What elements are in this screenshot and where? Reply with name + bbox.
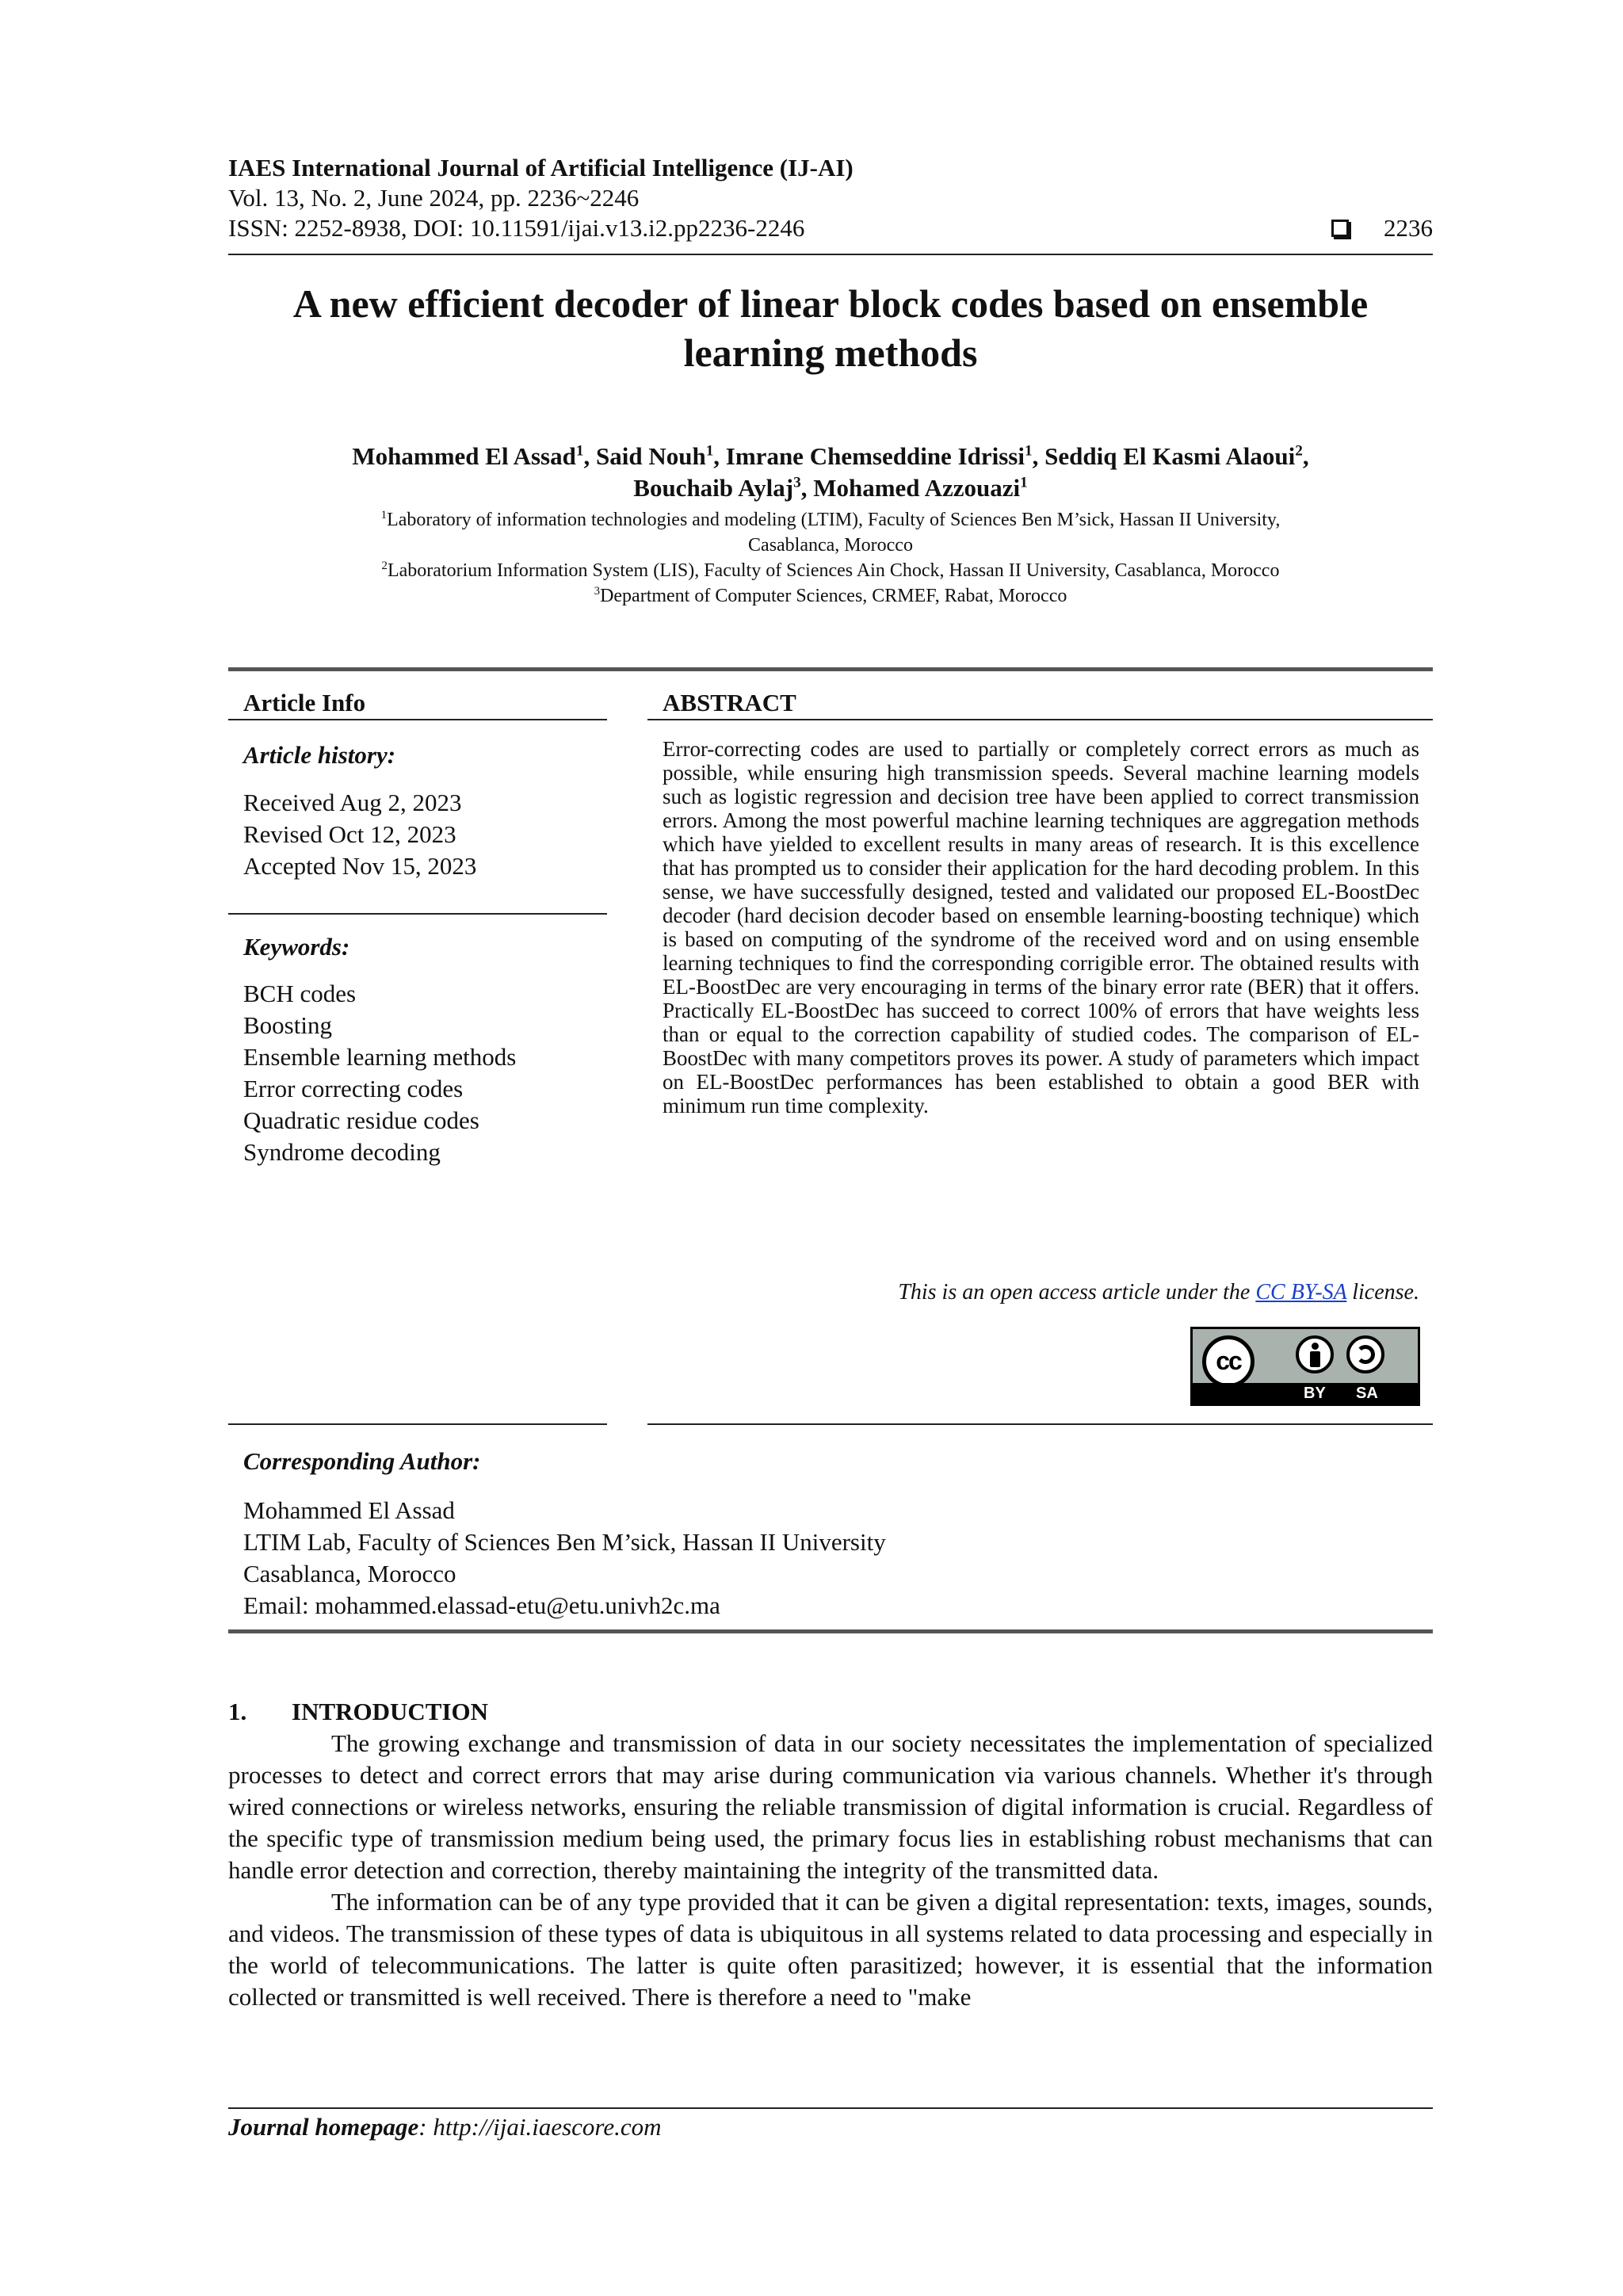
header-rule [228, 254, 1433, 255]
author-line-1 [228, 441, 1433, 472]
keywords-heading: Keywords: [243, 933, 350, 961]
attribution-icon [1296, 1335, 1334, 1373]
corresponding-author-name: Mohammed El Assad [243, 1496, 455, 1524]
corresponding-author-details [243, 1495, 886, 1622]
received-date: Received Aug 2, 2023 [243, 789, 462, 816]
page-number: 2236 [1384, 214, 1433, 242]
cc-by-sa-badge [1190, 1327, 1420, 1406]
author-name: Mohamed Azzouazi [813, 474, 1021, 502]
corresponding-author-heading: Corresponding Author: [243, 1447, 481, 1475]
author-line-2 [228, 472, 1433, 504]
keyword-item: Ensemble learning methods [243, 1043, 517, 1071]
license-notice [663, 1280, 1419, 1305]
badge-by-label: BY [1304, 1385, 1326, 1402]
homepage-label: Journal homepage [228, 2113, 419, 2141]
article-info-heading: Article Info [243, 689, 366, 716]
cc-logo-icon [1202, 1335, 1254, 1388]
affiliation-3 [228, 583, 1433, 609]
title-line-1: A new efficient decoder of linear block codes based on ensemble [292, 281, 1369, 326]
accepted-date: Accepted Nov 15, 2023 [243, 852, 477, 880]
affiliation-1-cont: Casablanca, Morocco [748, 535, 913, 556]
footer-rule [228, 2107, 1433, 2109]
corresponding-author-email: Email: mohammed.elassad-etu@etu.univh2c.ma [243, 1591, 720, 1619]
affiliation-text: Laboratory of information technologies and modeling (LTIM), Faculty of Sciences Ben M’sick, Hassan II University, [387, 510, 1281, 530]
info-box-bottom-right-rule [647, 1423, 1433, 1425]
author-name: Bouchaib Aylaj [633, 474, 794, 502]
author-separator: , [800, 474, 814, 502]
author-separator: , [583, 442, 596, 470]
section-title: INTRODUCTION [292, 1698, 489, 1725]
keyword-item: BCH codes [243, 980, 357, 1007]
abstract-heading: ABSTRACT [663, 689, 796, 716]
author-affiliation-mark: 2 [1295, 442, 1303, 460]
section-heading-introduction [228, 1698, 488, 1726]
author-affiliation-mark: 3 [793, 474, 801, 491]
paper-title [228, 279, 1433, 377]
corresponding-author-lab: LTIM Lab, Faculty of Sciences Ben M’sick, Hassan II University [243, 1528, 886, 1556]
keyword-item: Quadratic residue codes [243, 1106, 479, 1134]
affiliation-2 [228, 558, 1433, 583]
article-info-rule [228, 719, 607, 720]
author-affiliation-mark: 1 [575, 442, 584, 460]
info-box-bottom-left-rule [228, 1423, 607, 1425]
keyword-list [243, 978, 516, 1168]
title-line-2: learning methods [683, 330, 978, 375]
author-separator: , [1302, 442, 1309, 470]
cc-logo-text: cc [1216, 1347, 1241, 1375]
article-history [243, 787, 476, 882]
homepage-url[interactable]: : http://ijai.iaescore.com [418, 2113, 662, 2141]
journal-homepage [228, 2113, 661, 2141]
author-list [228, 441, 1433, 504]
affiliation-text: Department of Computer Sciences, CRMEF, Rabat, Morocco [600, 586, 1067, 606]
journal-name: IAES International Journal of Artificial Intelligence (IJ-AI) [228, 154, 854, 181]
square-bullet-icon [1331, 220, 1349, 237]
license-prefix: This is an open access article under the [898, 1280, 1256, 1305]
info-box-closing-rule [228, 1629, 1433, 1633]
author-affiliation-mark: 1 [1025, 442, 1033, 460]
author-name: Mohammed El Assad [352, 442, 576, 470]
affiliation-number: 2 [381, 560, 388, 572]
paragraph: The growing exchange and transmission of data in our society necessitates the implementation of specialized processes to detect and correct errors that may arise during communication via various channels. Whether it's through wired connections or wireless networks, ensuring the reliable transmission of digital information is crucial. Regardless of the specific type of transmission medium being used, the primary focus lies in establishing robust mechanisms that can handle error detection and correction, thereby maintaining the integrity of the transmitted data. [228, 1729, 1433, 1884]
badge-sa-label: SA [1356, 1385, 1378, 1402]
page-number-group [1331, 214, 1433, 243]
share-alike-icon [1346, 1335, 1384, 1373]
corresponding-author-city: Casablanca, Morocco [243, 1560, 456, 1587]
affiliation-number: 1 [380, 509, 388, 521]
abstract-text: Error-correcting codes are used to partially or completely correct errors as much as possible, while ensuring high transmission speeds. Several machine learning models such as logistic regression and decision tree have been applied to correct transmission errors. Among the most powerful machine learning techniques are aggregation methods which have yielded to excellent results in many areas of research. It is this excellence that has prompted us to consider their application for the hard decoding problem. In this sense, we have successfully designed, tested and validated our proposed EL-BoostDec decoder (hard decision decoder based on ensemble learning-boosting technique) which is based on computing of the syndrome of the received word and on using ensemble learning techniques to find the corresponding corrigible error. The obtained results with EL-BoostDec are very encouraging in terms of the binary error rate (BER) that it offers. Practically EL-BoostDec has succeed to correct 100% of errors that have weights less than or equal to the correction capability of studied codes. The comparison of EL-BoostDec with many competitors proves its power. A study of parameters which impact on EL-BoostDec performances has been established to obtain a good BER with minimum run time complexity. [663, 737, 1419, 1117]
introduction-body [228, 1728, 1433, 2013]
cc-by-sa-link[interactable]: CC BY-SA [1255, 1280, 1347, 1305]
article-history-heading: Article history: [243, 741, 396, 769]
paragraph: The information can be of any type provided that it can be given a digital representation: texts, images, sounds, and videos. The transmission of these types of data is ubiquitous in all systems related to data processing and especially in the world of telecommunications. The latter is quite often parasitized; however, it is essential that the information collected or transmitted is well received. There is therefore a need to "make [228, 1888, 1433, 2011]
issn-row [228, 213, 1433, 243]
affiliation-number: 3 [594, 585, 601, 598]
keywords-rule [228, 913, 607, 915]
author-affiliation-mark: 1 [1020, 474, 1028, 491]
abstract-rule [647, 719, 1433, 720]
affiliation-1 [228, 507, 1433, 533]
author-name: Said Nouh [595, 442, 706, 470]
affiliation-list [228, 507, 1433, 609]
section-number: 1. [228, 1698, 247, 1725]
journal-header [228, 153, 1433, 243]
journal-volume: Vol. 13, No. 2, June 2024, pp. 2236~2246 [228, 184, 640, 212]
info-box-top-rule [228, 667, 1433, 671]
keyword-item: Error correcting codes [243, 1075, 464, 1102]
keyword-item: Boosting [243, 1011, 332, 1039]
author-affiliation-mark: 1 [705, 442, 714, 460]
journal-issn: ISSN: 2252-8938, DOI: 10.11591/ijai.v13.i2.pp2236-2246 [228, 214, 805, 242]
license-suffix: license. [1346, 1280, 1419, 1305]
author-separator: , [1032, 442, 1045, 470]
revised-date: Revised Oct 12, 2023 [243, 820, 456, 848]
author-name: Seddiq El Kasmi Alaoui [1044, 442, 1296, 470]
affiliation-text: Laboratorium Information System (LIS), Faculty of Sciences Ain Chock, Hassan II University, Casablanca, Morocco [387, 560, 1280, 581]
keyword-item: Syndrome decoding [243, 1138, 441, 1166]
author-separator: , [713, 442, 726, 470]
author-name: Imrane Chemseddine Idrissi [725, 442, 1025, 470]
